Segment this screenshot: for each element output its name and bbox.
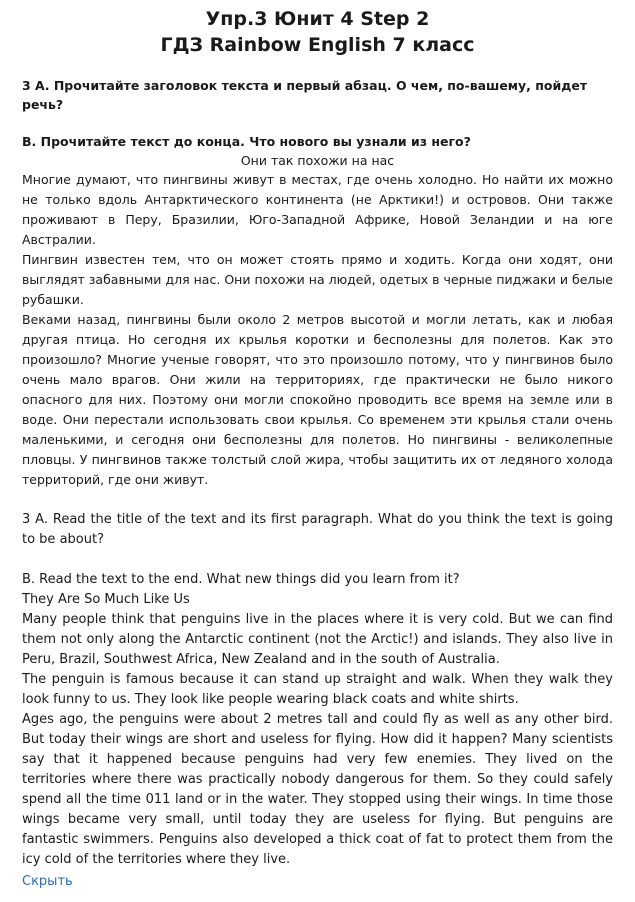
ru-paragraph-1: Многие думают, что пингвины живут в местах, где очень холодно. Но найти их можно не только вдоль Антарктического континента (не Арктики!) и островов. Они также проживают в Перу, Бразилии, Юго-Западной Африке, Новой Зеландии и на юге Австралии. [22,172,613,247]
page-title-line1: Упр.3 Юнит 4 Step 2 [205,8,430,30]
en-paragraph-3: Ages ago, the penguins were about 2 metres tall and could fly as well as any other bird. But today their wings are short and useless for flying. How did it happen? Many scientists say that it happened because penguins had very few enemies. They lived on the territories where there was practically nobody dangerous for them. So they could safely spend all the time 011 land or in the water. They stopped using their wings. In time those wings became very small, until today they are useless for flying. But penguins are fantastic swimmers. Penguins also developed a thick coat of fat to protect them from the icy cold of the territories where they live. [22,712,613,867]
ru-task-a: 3 А. Прочитайте заголовок текста и первый абзац. О чем, по-вашему, пойдет речь? [22,78,588,112]
ru-paragraph-2: Пингвин известен тем, что он может стоять прямо и ходить. Когда они ходят, они выглядят забавными для нас. Они похожи на людей, одетых в черные пиджаки и белые рубашки. [22,252,613,307]
en-paragraph-2: The penguin is famous because it can stand up straight and walk. When they walk they look funny to us. They look like people wearing black coats and white shirts. [22,672,613,707]
en-text-title: They Are So Much Like Us [22,592,190,607]
hide-link[interactable]: Скрыть [22,874,73,889]
ru-text-title: Они так похожи на нас [240,153,395,168]
ru-paragraph-3: Веками назад, пингвины были около 2 метров высотой и могли летать, как и любая другая птица. Но сегодня их крылья коротки и бесполезны для полетов. Как это произошло? Многие ученые говорят, что это произошло потому, что у пингвинов было очень мало врагов. Они жили на территориях, где практически не было никого опасного для них. Поэтому они могли спокойно проводить все время на земле или в воде. Они перестали использовать свои крылья. Со временем эти крылья стали очень маленькими, и сегодня они бесполезны для полетов. Но пингвины - великолепные пловцы. У пингвинов также толстый слой жира, чтобы защитить их от ледяного холода территорий, где они живут. [22,312,613,487]
ru-task-b: B. Прочитайте текст до конца. Что нового вы узнали из него? [22,134,471,149]
en-task-b: B. Read the text to the end. What new things did you learn from it? [22,572,460,587]
en-paragraph-1: Many people think that penguins live in the places where it is very cold. But we can find them not only along the Antarctic continent (not the Arctic!) and islands. They also live in Peru, Brazil, Southwest Africa, New Zealand and in the south of Australia. [22,612,613,667]
en-task-a: 3 A. Read the title of the text and its first paragraph. What do you think the text is going to be about? [22,512,613,547]
page-title-line2: ГДЗ Rainbow English 7 класс [160,34,475,56]
